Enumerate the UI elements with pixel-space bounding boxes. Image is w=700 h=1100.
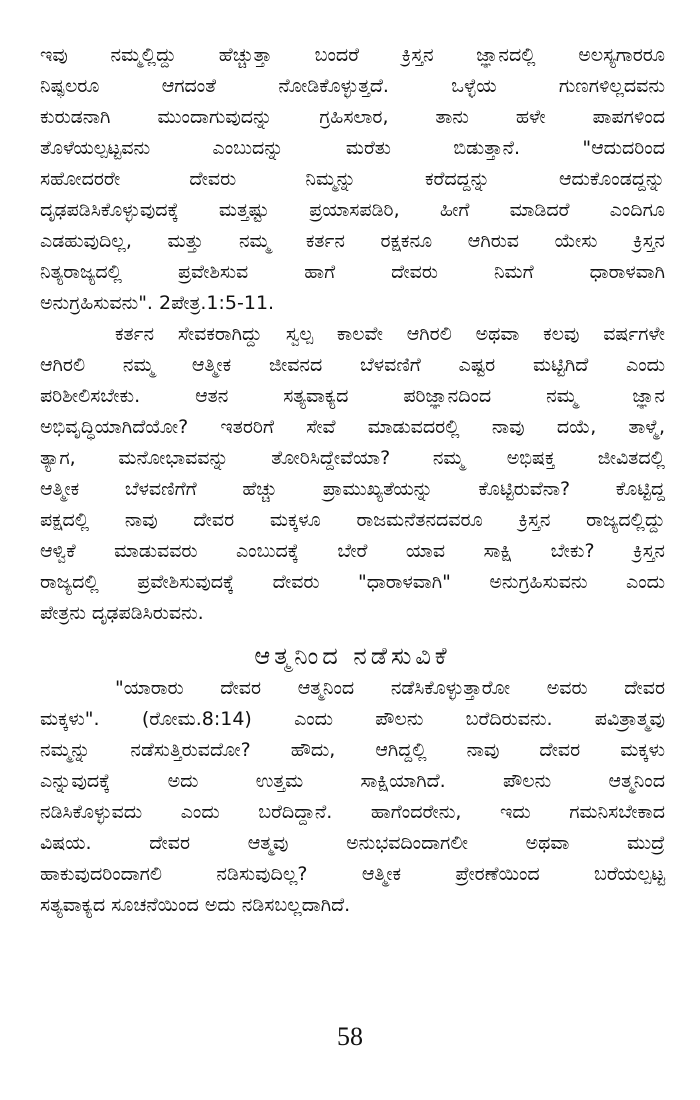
text-line: ಪಕ್ಷದಲ್ಲಿ ನಾವು ದೇವರ ಮಕ್ಕಳೂ ರಾಜಮನೆತನದವರೂ ಕ್ರಿಸ್ತನ ರಾಜ್ಯದಲ್ಲಿದ್ದು: [40, 509, 665, 531]
section-heading: ಆತ್ಮನಿಂದ ನಡೆಸುವಿಕೆ: [254, 642, 451, 670]
text-line: ಆಗಿರಲಿ ನಮ್ಮ ಆತ್ಮೀಕ ಜೀವನದ ಬೆಳವಣಿಗೆ ಎಷ್ಟರ ಮಟ್ಟಿಗಿದೆ ಎಂದು: [40, 354, 665, 376]
text-line: ಎಡಹುವುದಿಲ್ಲ, ಮತ್ತು ನಮ್ಮ ಕರ್ತನ ರಕ್ಷಕನೂ ಆಗಿರುವ ಯೇಸು ಕ್ರಿಸ್ತನ: [40, 230, 665, 252]
text-line: ಕರ್ತನ ಸೇವಕರಾಗಿದ್ದು ಸ್ವಲ್ಪ ಕಾಲವೇ ಆಗಿರಲಿ ಅಥವಾ ಕಲವು ವರ್ಷಗಳೇ: [115, 323, 665, 345]
text-line: ದೃಢಪಡಿಸಿಕೊಳ್ಳುವುದಕ್ಕೆ ಮತ್ತಷ್ಟು ಪ್ರಯಾಸಪಡಿರಿ, ಹೀಗೆ ಮಾಡಿದರೆ ಎಂದಿಗೂ: [40, 199, 665, 221]
text-line: ಮಕ್ಕಳು". (ರೋಮ.8:14) ಎಂದು ಪೌಲನು ಬರೆದಿರುವನು. ಪವಿತ್ರಾತ್ಮವು: [40, 708, 665, 730]
text-line: ಎನ್ನುವುದಕ್ಕೆ ಅದು ಉತ್ತಮ ಸಾಕ್ಷಿಯಾಗಿದೆ. ಪೌಲನು ಆತ್ಮನಿಂದ: [40, 770, 665, 792]
text-line: ವಿಷಯ. ದೇವರ ಆತ್ಮವು ಅನುಭವದಿಂದಾಗಲೀ ಅಥವಾ ಮುದ್ರೆ: [40, 832, 665, 854]
book-page: [40, 40, 665, 921]
text-line: ಹಾಕುವುದರಿಂದಾಗಲಿ ನಡಿಸುವುದಿಲ್ಲ? ಆತ್ಮೀಕ ಪ್ರೇರಣೆಯಿಂದ ಬರೆಯಲ್ಪಟ್ಟ: [40, 863, 665, 885]
page-number: 58: [337, 1022, 363, 1051]
text-line: ಕುರುಡನಾಗಿ ಮುಂದಾಗುವುದನ್ನು ಗ್ರಹಿಸಲಾರ, ತಾನು ಹಳೇ ಪಾಪಗಳಿಂದ: [40, 106, 665, 128]
text-line: ಅಭಿವೃದ್ಧಿಯಾಗಿದೆಯೋ? ಇತರರಿಗೆ ಸೇವೆ ಮಾಡುವದರಲ್ಲಿ ನಾವು ದಯೆ, ತಾಳ್ಮೆ,: [40, 416, 665, 438]
text-line: ಇವು ನಮ್ಮಲ್ಲಿದ್ದು ಹೆಚ್ಚುತ್ತಾ ಬಂದರೆ ಕ್ರಿಸ್ತನ ಜ್ಞಾನದಲ್ಲಿ ಅಲಸ್ಯಗಾರರೂ: [40, 44, 665, 66]
text-line: ನಮ್ಮನ್ನು ನಡೆಸುತ್ತಿರುವದೋ? ಹೌದು, ಆಗಿದ್ದಲ್ಲಿ ನಾವು ದೇವರ ಮಕ್ಕಳು: [40, 739, 665, 761]
text-line: ಪರಿಶೀಲಿಸಬೇಕು. ಆತನ ಸತ್ಯವಾಕ್ಯದ ಪರಿಜ್ಞಾನದಿಂದ ನಮ್ಮ ಜ್ಞಾನ: [40, 385, 665, 407]
text-line: ನಿತ್ಯರಾಜ್ಯದಲ್ಲಿ ಪ್ರವೇಶಿಸುವ ಹಾಗೆ ದೇವರು ನಿಮಗೆ ಧಾರಾಳವಾಗಿ: [40, 261, 665, 283]
text-line: ಅನುಗ್ರಹಿಸುವನು". 2ಪೇತ್ರ.1:5-11.: [40, 292, 275, 314]
paragraph-3: [40, 673, 665, 921]
text-line: ನಡಿಸಿಕೊಳ್ಳುವದು ಎಂದು ಬರೆದಿದ್ದಾನೆ. ಹಾಗೆಂದರೇನು, ಇದು ಗಮನಿಸಬೇಕಾದ: [40, 801, 665, 823]
text-line: ತೊಳೆಯಲ್ಪಟ್ಟವನು ಎಂಬುದನ್ನು ಮರೆತು ಬಿಡುತ್ತಾನೆ. "ಆದುದರಿಂದ: [40, 137, 665, 159]
text-line: ತ್ಯಾಗ, ಮನೋಭಾವವನ್ನು ತೋರಿಸಿದ್ದೇವೆಯಾ? ನಮ್ಮ ಅಭಿಷಕ್ತ ಜೀವಿತದಲ್ಲಿ: [40, 447, 665, 469]
text-line: ನಿಷ್ಫಲರೂ ಆಗದಂತೆ ನೋಡಿಕೊಳ್ಳುತ್ತದೆ. ಒಳ್ಳೆಯ ಗುಣಗಳಿಲ್ಲದವನು: [40, 75, 665, 97]
text-line: ಸಹೋದರರೇ ದೇವರು ನಿಮ್ಮನ್ನು ಕರೆದದ್ದನ್ನು ಆದುಕೊಂಡದ್ದನ್ನು: [40, 168, 665, 190]
text-line: ಪೇತ್ರನು ದೃಢಪಡಿಸಿರುವನು.: [40, 602, 204, 624]
text-line: ಆತ್ಮೀಕ ಬೆಳವಣಿಗೆಗೆ ಹೆಚ್ಚು ಪ್ರಾಮುಖ್ಯತೆಯನ್ನು ಕೊಟ್ಟಿರುವೆನಾ? ಕೊಟ್ಟಿದ್ದ: [40, 478, 665, 500]
text-line: ಸತ್ಯವಾಕ್ಯದ ಸೂಚನೆಯಿಂದ ಅದು ನಡಿಸಬಲ್ಲದಾಗಿದೆ.: [40, 894, 351, 916]
paragraph-1: [40, 40, 665, 319]
paragraph-2: [40, 319, 665, 629]
text-line: ರಾಜ್ಯದಲ್ಲಿ ಪ್ರವೇಶಿಸುವುದಕ್ಕೆ ದೇವರು "ಧಾರಾಳವಾಗಿ" ಅನುಗ್ರಹಿಸುವನು ಎಂದು: [40, 571, 665, 593]
text-line: "ಯಾರಾರು ದೇವರ ಆತ್ಮನಿಂದ ನಡೆಸಿಕೊಳ್ಳುತ್ತಾರೋ ಅವರು ದೇವರ: [115, 677, 665, 699]
text-line: ಆಳ್ವಿಕೆ ಮಾಡುವವರು ಎಂಬುದಕ್ಕೆ ಬೇರೆ ಯಾವ ಸಾಕ್ಷಿ ಬೇಕು? ಕ್ರಿಸ್ತನ: [40, 540, 665, 562]
